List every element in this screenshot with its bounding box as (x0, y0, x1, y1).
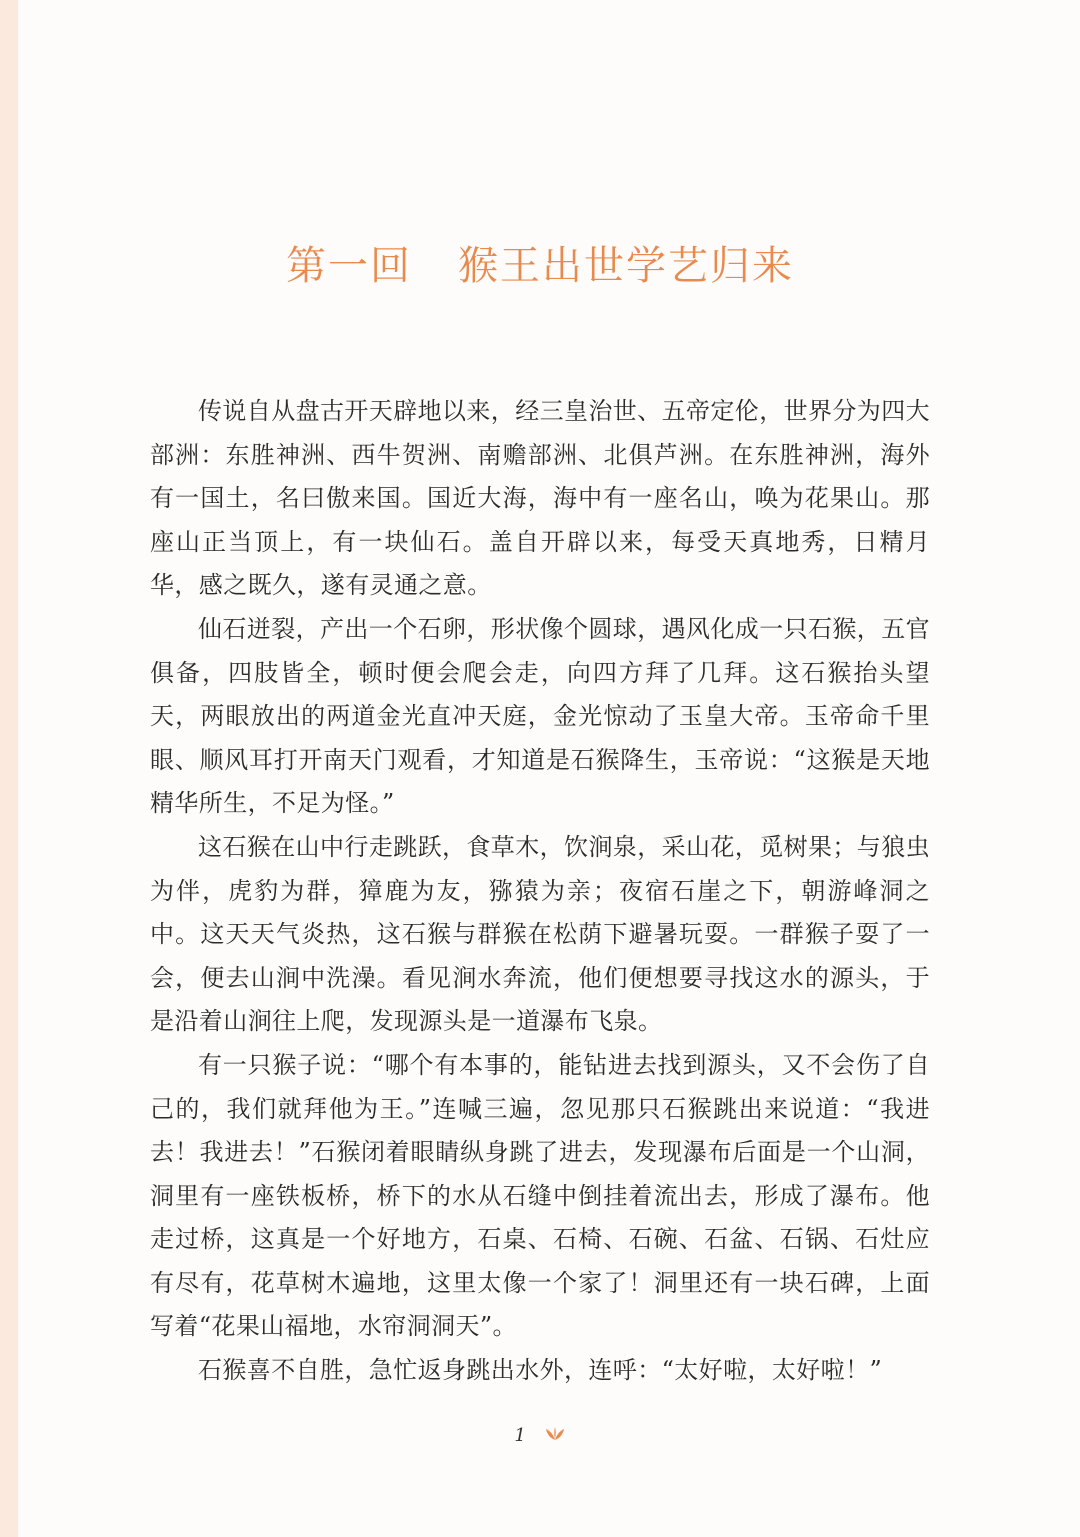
chapter-name: 猴王出世学艺归来 (458, 243, 794, 289)
paragraph: 传说自从盘古开天辟地以来，经三皇治世、五帝定伦，世界分为四大部洲：东胜神洲、西牛贺洲、南赡部洲、北俱芦洲。在东胜神洲，海外有一国土，名曰傲来国。国近大海，海中有一座名山，唤为花果山。那座山正当顶上，有一块仙石。盖自开辟以来，每受天真地秀，日精月华，感之既久，遂有灵通之意。 (150, 397, 930, 600)
paragraph: 有一只猴子说：“哪个有本事的，能钻进去找到源头，又不会伤了自己的，我们就拜他为王。”连喊三遍，忽见那只石猴跳出来说道：“我进去！我进去！”石猴闭着眼睛纵身跳了进去，发现瀑布后面是一个山洞，洞里有一座铁板桥，桥下的水从石缝中倒挂着流出去，形成了瀑布。他走过桥，这真是一个好地方，石桌、石椅、石碗、石盆、石锅、石灶应有尽有，花草树木遍地，这里太像一个家了！洞里还有一块石碑，上面写着“花果山福地，水帘洞洞天”。 (150, 1050, 930, 1341)
chapter-title (0, 236, 1080, 296)
paragraph: 仙石迸裂，产出一个石卵，形状像个圆球，遇风化成一只石猴，五官俱备，四肢皆全，顿时便会爬会走，向四方拜了几拜。这石猴抬头望天，两眼放出的两道金光直冲天庭，金光惊动了玉皇大帝。玉帝命千里眼、顺风耳打开南天门观看，才知道是石猴降生，玉帝说：“这猴是天地精华所生，不足为怪。” (150, 614, 930, 818)
paragraph: 石猴喜不自胜，急忙返身跳出水外，连呼：“太好啦，太好啦！” (198, 1356, 883, 1385)
leaf-sprig-icon (544, 1426, 566, 1447)
paragraph: 这石猴在山中行走跳跃，食草木，饮涧泉，采山花，觅树果；与狼虫为伴，虎豹为群，獐鹿为友，猕猿为亲；夜宿石崖之下，朝游峰洞之中。这天天气炎热，这石猴与群猴在松荫下避暑玩耍。一群猴子耍了一会，便去山涧中洗澡。看见涧水奔流，他们便想要寻找这水的源头，于是沿着山涧往上爬，发现源头是一道瀑布飞泉。 (150, 832, 930, 1036)
chapter-number: 第一回 (286, 243, 412, 289)
page-footer (0, 1425, 1080, 1447)
page-number: 1 (514, 1425, 526, 1446)
chapter-body (150, 390, 930, 1393)
page-edge-strip (0, 0, 18, 1537)
